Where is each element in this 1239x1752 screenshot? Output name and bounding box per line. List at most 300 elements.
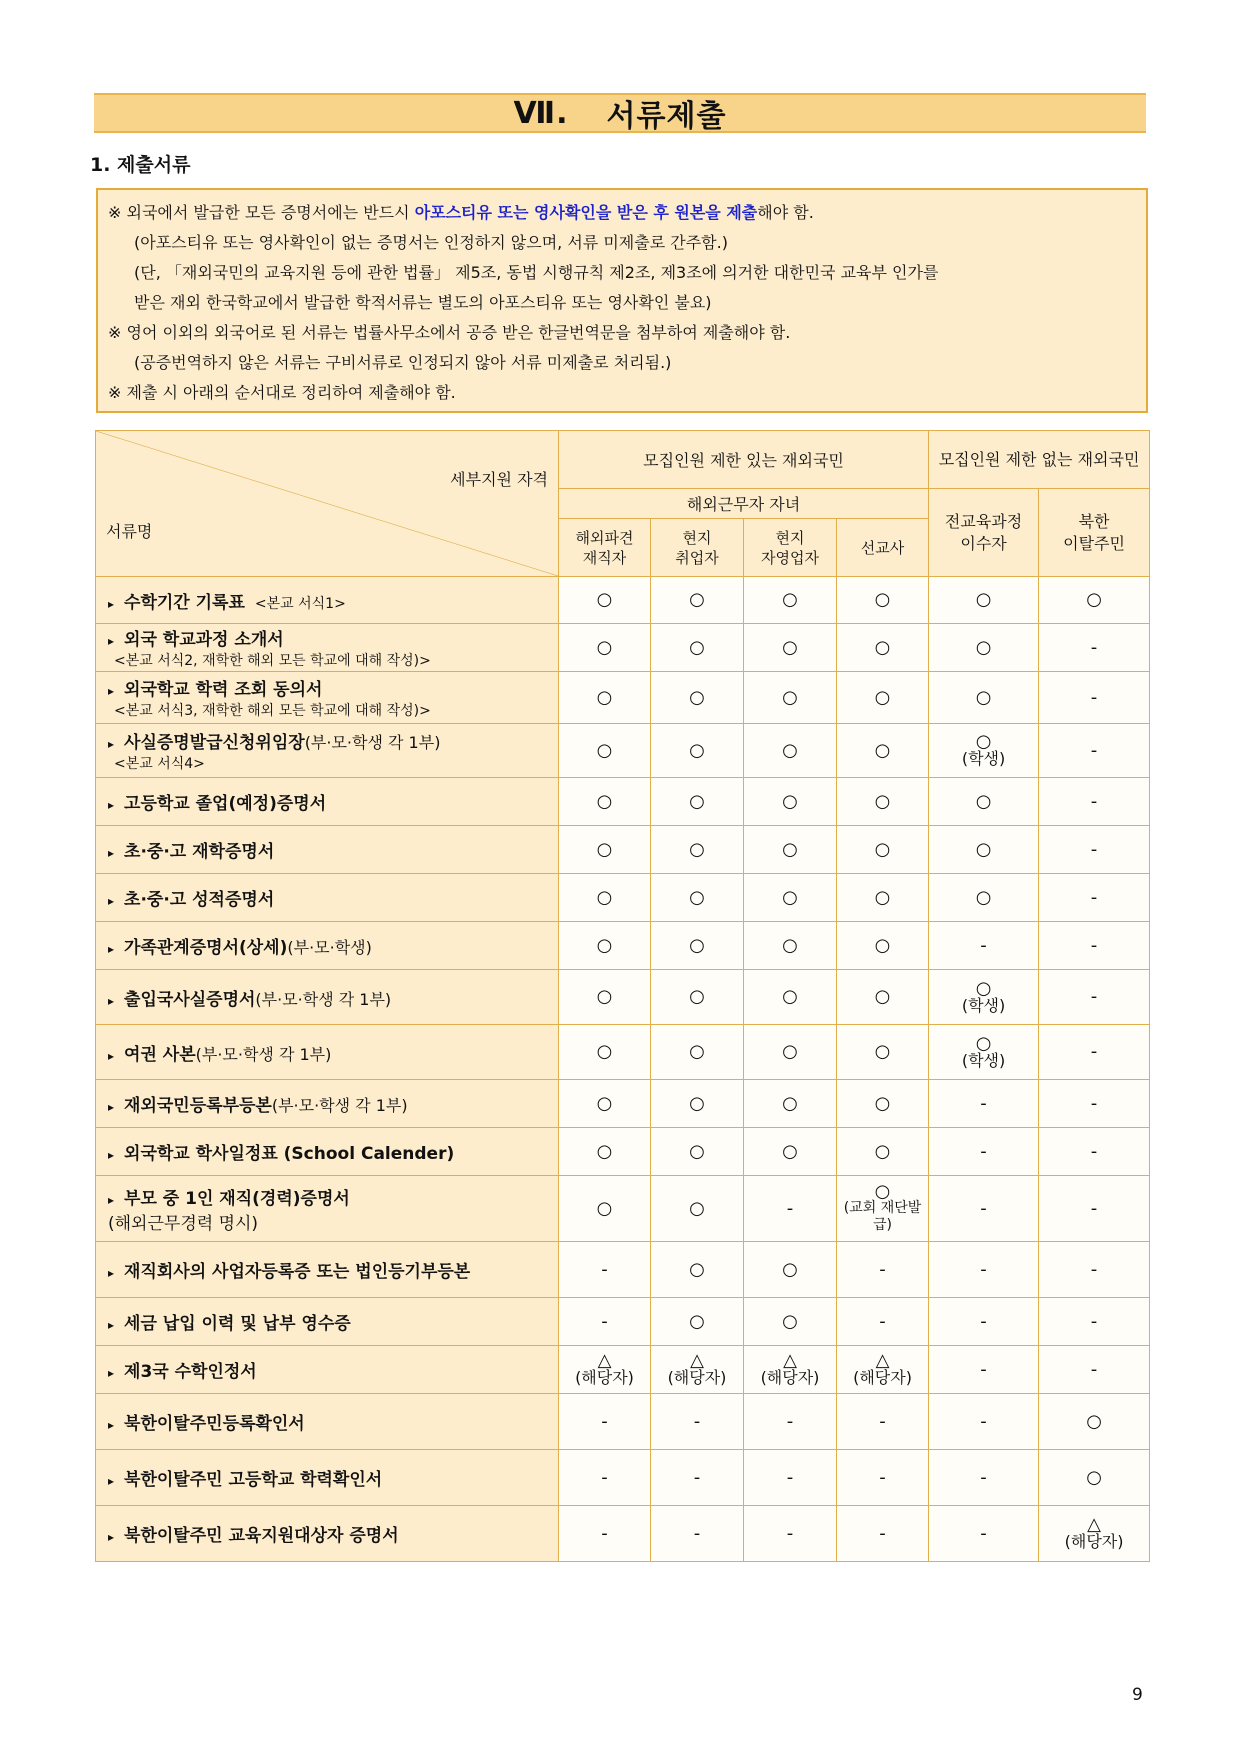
requirement-cell bbox=[837, 874, 929, 922]
requirement-mark: ○ bbox=[689, 1310, 705, 1332]
notice-line-5: ※ 영어 이외의 외국어로 된 서류는 법률사무소에서 공증 받은 한글번역문을 첨부하여 제출해야 함. bbox=[108, 323, 791, 342]
requirement-mark: - bbox=[1090, 1041, 1098, 1062]
notice-line-3: (단, 「재외국민의 교육지원 등에 관한 법률」 제5조, 동법 시행규칙 제2조, 제3조에 의거한 대한민국 교육부 인가를 bbox=[134, 263, 939, 282]
document-name: 수학기간 기록표 bbox=[124, 592, 245, 613]
requirement-mark: ○ bbox=[782, 790, 798, 812]
document-name: 세금 납입 이력 및 납부 영수증 bbox=[124, 1314, 351, 1334]
requirement-mark: ○ bbox=[782, 1258, 798, 1280]
requirement-cell bbox=[1039, 1298, 1150, 1346]
header-overseas-workers: 해외근무자 자녀 bbox=[559, 489, 929, 519]
requirement-mark: ○ bbox=[689, 790, 705, 812]
requirement-mark: ○ bbox=[689, 636, 705, 658]
document-name-line bbox=[108, 1091, 558, 1116]
requirement-cell bbox=[744, 624, 837, 672]
document-name-line bbox=[108, 1409, 558, 1434]
requirement-mark: ○ bbox=[874, 1092, 891, 1114]
document-name-line bbox=[108, 1465, 558, 1490]
requirement-mark: ○ bbox=[782, 838, 798, 860]
requirement-cell bbox=[651, 724, 744, 778]
col-label: 북한 bbox=[1078, 511, 1110, 531]
notice-text: 해야 함. bbox=[757, 203, 814, 222]
document-name-cell bbox=[96, 778, 559, 826]
requirement-cell bbox=[1039, 970, 1150, 1025]
page-number: 9 bbox=[1132, 1685, 1143, 1705]
requirement-mark: - bbox=[786, 1466, 794, 1488]
requirement-cell bbox=[744, 874, 837, 922]
table-row bbox=[96, 922, 1150, 970]
requirement-cell bbox=[837, 1176, 929, 1242]
requirement-cell bbox=[559, 1346, 651, 1394]
requirement-cell bbox=[929, 1128, 1039, 1176]
document-name-line bbox=[108, 1309, 558, 1334]
requirement-mark: ○ bbox=[975, 731, 992, 752]
document-name: 재직회사의 사업자등록증 또는 법인등기부등본 bbox=[124, 1262, 471, 1282]
document-name-cell bbox=[96, 874, 559, 922]
requirement-mark: ○ bbox=[689, 986, 705, 1007]
document-name-line bbox=[108, 588, 558, 613]
section-title: 서류제출 bbox=[606, 99, 727, 134]
notice-line-6: (공증번역하지 않은 서류는 구비서류로 인정되지 않아 서류 미제출로 처리됨.) bbox=[134, 353, 672, 372]
document-subline: <본교 서식3, 재학한 해외 모든 학교에 대해 작성)> bbox=[114, 703, 431, 719]
requirement-cell bbox=[744, 724, 837, 778]
bullet-icon: ▸ bbox=[108, 1192, 115, 1207]
requirement-cell bbox=[651, 1242, 744, 1298]
requirement-cell bbox=[837, 1450, 929, 1506]
requirement-cell bbox=[837, 970, 929, 1025]
col-label: 선교사 bbox=[860, 538, 905, 557]
table-row bbox=[96, 624, 1150, 672]
document-name-line bbox=[108, 1257, 558, 1282]
requirement-mark: △ bbox=[690, 1350, 704, 1371]
requirement-mark: ○ bbox=[975, 977, 992, 999]
requirement-mark: ○ bbox=[782, 636, 798, 658]
requirement-cell bbox=[744, 1346, 837, 1394]
notice-box bbox=[96, 188, 1148, 413]
requirement-mark: ○ bbox=[1086, 1410, 1102, 1432]
requirement-mark: - bbox=[1090, 934, 1098, 956]
requirement-cell bbox=[744, 970, 837, 1025]
section-title-bar bbox=[94, 93, 1146, 133]
document-name-cell bbox=[96, 1025, 559, 1080]
document-note: (부·모·학생) bbox=[287, 938, 372, 957]
requirement-mark: ○ bbox=[596, 1140, 613, 1162]
requirement-cell bbox=[837, 826, 929, 874]
requirement-mark: ○ bbox=[782, 1041, 798, 1062]
requirement-mark: ○ bbox=[782, 1092, 798, 1114]
requirement-cell bbox=[929, 922, 1039, 970]
document-name: 북한이탈주민 고등학교 학력확인서 bbox=[124, 1470, 383, 1490]
requirement-cell bbox=[929, 1242, 1039, 1298]
requirement-cell bbox=[1039, 1346, 1150, 1394]
requirement-mark: ○ bbox=[1086, 589, 1102, 610]
requirement-cell bbox=[744, 1176, 837, 1242]
requirement-mark: ○ bbox=[596, 636, 613, 658]
bullet-icon: ▸ bbox=[108, 1530, 115, 1544]
document-name-line bbox=[108, 985, 558, 1010]
document-name-line bbox=[108, 625, 558, 650]
document-name: 초·중·고 재학증명서 bbox=[124, 842, 275, 862]
document-name-line bbox=[108, 728, 558, 753]
requirement-cell bbox=[559, 1450, 651, 1506]
requirement-mark: ○ bbox=[596, 838, 613, 860]
requirement-cell bbox=[929, 1394, 1039, 1450]
requirement-mark: - bbox=[879, 1310, 886, 1332]
notice-text: ※ 외국에서 발급한 모든 증명서에는 반드시 bbox=[108, 203, 415, 222]
requirement-cell bbox=[744, 778, 837, 826]
requirement-cell bbox=[1039, 826, 1150, 874]
document-name: 북한이탈주민등록확인서 bbox=[124, 1414, 305, 1434]
table-row bbox=[96, 577, 1150, 624]
requirement-mark: ○ bbox=[782, 739, 798, 761]
col-label: 현지 bbox=[682, 528, 712, 547]
requirement-mark: - bbox=[601, 1310, 608, 1332]
document-name-line bbox=[108, 1139, 558, 1164]
table-body bbox=[96, 577, 1150, 1562]
requirement-cell bbox=[929, 778, 1039, 826]
requirement-mark: ○ bbox=[596, 1092, 613, 1114]
requirement-mark: - bbox=[1090, 636, 1098, 658]
requirement-cell bbox=[559, 1080, 651, 1128]
requirement-cell bbox=[744, 1128, 837, 1176]
requirement-cell bbox=[1039, 624, 1150, 672]
requirement-mark: - bbox=[879, 1466, 886, 1488]
requirement-note: (학생) bbox=[961, 749, 1006, 768]
requirement-mark: ○ bbox=[782, 686, 798, 708]
document-subline: <본교 서식2, 재학한 해외 모든 학교에 대해 작성)> bbox=[114, 653, 431, 669]
bullet-icon: ▸ bbox=[108, 1418, 115, 1432]
document-name-cell bbox=[96, 922, 559, 970]
bullet-icon: ▸ bbox=[108, 1100, 115, 1114]
requirement-cell bbox=[651, 826, 744, 874]
document-note: (부·모·학생 각 1부) bbox=[304, 733, 441, 752]
bullet-icon: ▸ bbox=[108, 737, 115, 751]
requirement-cell bbox=[929, 1346, 1039, 1394]
requirement-mark: - bbox=[786, 1410, 794, 1432]
requirement-cell bbox=[1039, 1506, 1150, 1562]
requirement-mark: ○ bbox=[874, 1180, 891, 1202]
requirement-cell bbox=[651, 1450, 744, 1506]
requirement-mark: ○ bbox=[975, 686, 992, 708]
requirement-mark: - bbox=[879, 1410, 886, 1432]
requirement-cell bbox=[1039, 1242, 1150, 1298]
document-name-line bbox=[108, 789, 558, 814]
document-name-cell bbox=[96, 672, 559, 724]
requirement-cell bbox=[837, 1298, 929, 1346]
requirement-cell bbox=[744, 577, 837, 624]
table-row bbox=[96, 672, 1150, 724]
requirement-cell bbox=[559, 1242, 651, 1298]
requirement-cell bbox=[1039, 778, 1150, 826]
requirement-mark: ○ bbox=[596, 686, 613, 708]
requirement-cell bbox=[929, 1080, 1039, 1128]
requirement-mark: ○ bbox=[975, 886, 992, 908]
bullet-icon: ▸ bbox=[108, 1366, 115, 1380]
requirement-mark: ○ bbox=[689, 589, 705, 610]
requirement-mark: ○ bbox=[596, 589, 613, 610]
bullet-icon: ▸ bbox=[108, 1048, 115, 1063]
document-name-cell bbox=[96, 1394, 559, 1450]
requirement-cell bbox=[837, 624, 929, 672]
col-label: 재직자 bbox=[582, 548, 627, 567]
requirement-mark: ○ bbox=[596, 1041, 613, 1062]
col-label: 이탈주민 bbox=[1063, 533, 1125, 553]
document-name: 외국학교 학사일정표 (School Calender) bbox=[124, 1144, 455, 1164]
document-subline: <본교 서식4> bbox=[114, 756, 205, 772]
requirement-cell bbox=[559, 778, 651, 826]
requirement-mark: ○ bbox=[596, 886, 613, 908]
col-label: 전교육과정 bbox=[944, 511, 1023, 531]
requirement-cell bbox=[929, 826, 1039, 874]
bullet-icon: ▸ bbox=[108, 1318, 115, 1332]
requirement-cell bbox=[1039, 577, 1150, 624]
requirement-note: (해당자) bbox=[760, 1368, 820, 1387]
requirement-cell bbox=[929, 624, 1039, 672]
table-row bbox=[96, 778, 1150, 826]
requirement-note: (교회 재단발급) bbox=[843, 1199, 922, 1233]
corner-label-document: 서류명 bbox=[106, 522, 153, 541]
bullet-icon: ▸ bbox=[108, 993, 115, 1008]
bullet-icon: ▸ bbox=[108, 798, 115, 812]
requirement-mark: - bbox=[1090, 739, 1098, 761]
requirement-mark: - bbox=[693, 1466, 701, 1488]
requirement-cell bbox=[559, 1128, 651, 1176]
requirement-cell bbox=[744, 672, 837, 724]
document-name: 재외국민등록부등본 bbox=[124, 1096, 272, 1116]
document-name-line bbox=[108, 885, 558, 910]
notice-line-7: ※ 제출 시 아래의 순서대로 정리하여 제출해야 함. bbox=[108, 383, 456, 402]
document-name: 북한이탈주민 교육지원대상자 증명서 bbox=[124, 1526, 399, 1546]
requirement-mark: △ bbox=[1087, 1514, 1101, 1535]
requirement-mark: - bbox=[786, 1522, 794, 1544]
requirement-note: (해당자) bbox=[853, 1368, 912, 1387]
requirement-mark: - bbox=[980, 1092, 987, 1114]
header-col-dispatched bbox=[559, 519, 651, 577]
table-row bbox=[96, 1080, 1150, 1128]
document-name-cell bbox=[96, 1080, 559, 1128]
requirement-cell bbox=[929, 970, 1039, 1025]
requirement-mark: ○ bbox=[874, 838, 891, 860]
requirement-mark: ○ bbox=[782, 886, 798, 908]
requirement-mark: ○ bbox=[975, 589, 992, 610]
document-name-line bbox=[108, 1184, 558, 1209]
requirement-mark: ○ bbox=[782, 986, 798, 1007]
requirement-cell bbox=[744, 1242, 837, 1298]
requirement-mark: - bbox=[601, 1410, 608, 1432]
header-col-self-employed bbox=[744, 519, 837, 577]
col-label: 해외파견 bbox=[575, 528, 634, 547]
document-name-cell bbox=[96, 577, 559, 624]
table-row bbox=[96, 874, 1150, 922]
requirement-mark: - bbox=[980, 1140, 987, 1162]
requirement-cell bbox=[837, 672, 929, 724]
bullet-icon: ▸ bbox=[108, 894, 115, 908]
requirement-mark: - bbox=[601, 1466, 608, 1488]
document-name-cell bbox=[96, 1346, 559, 1394]
requirement-cell bbox=[837, 1242, 929, 1298]
requirement-cell bbox=[1039, 922, 1150, 970]
header-col-missionary bbox=[837, 519, 929, 577]
col-label: 이수자 bbox=[960, 533, 1007, 553]
requirement-cell bbox=[651, 1025, 744, 1080]
requirement-cell bbox=[837, 724, 929, 778]
document-name-line bbox=[108, 675, 558, 700]
requirement-mark: - bbox=[1090, 1140, 1098, 1162]
requirement-cell bbox=[559, 874, 651, 922]
document-name-cell bbox=[96, 1128, 559, 1176]
requirement-mark: ○ bbox=[782, 934, 798, 956]
requirement-mark: ○ bbox=[689, 1140, 705, 1162]
requirement-cell bbox=[1039, 672, 1150, 724]
document-name-line bbox=[108, 1521, 558, 1546]
requirement-cell bbox=[929, 1506, 1039, 1562]
requirement-cell bbox=[1039, 1176, 1150, 1242]
requirement-mark: ○ bbox=[596, 739, 613, 761]
notice-highlight: 아포스티유 또는 영사확인을 받은 후 원본을 제출 bbox=[414, 203, 758, 222]
requirement-mark: △ bbox=[875, 1350, 890, 1371]
document-name-line bbox=[108, 1040, 558, 1065]
col-label: 취업자 bbox=[675, 548, 719, 567]
document-name-line bbox=[108, 933, 558, 958]
requirement-mark: ○ bbox=[874, 790, 891, 812]
requirement-mark: ○ bbox=[1086, 1466, 1102, 1488]
notice-line-4: 받은 재외 한국학교에서 발급한 학적서류는 별도의 아포스티유 또는 영사확인 불요) bbox=[134, 293, 712, 312]
bullet-icon: ▸ bbox=[108, 684, 115, 698]
requirement-mark: ○ bbox=[874, 739, 891, 761]
requirement-cell bbox=[651, 778, 744, 826]
requirement-cell bbox=[651, 1506, 744, 1562]
requirement-mark: - bbox=[1090, 886, 1098, 908]
requirement-cell bbox=[651, 922, 744, 970]
requirement-mark: ○ bbox=[596, 790, 613, 812]
requirement-mark: ○ bbox=[874, 589, 891, 610]
requirement-mark: ○ bbox=[874, 934, 891, 956]
requirement-cell bbox=[559, 970, 651, 1025]
requirement-cell bbox=[1039, 1025, 1150, 1080]
requirement-cell bbox=[744, 1394, 837, 1450]
requirement-mark: ○ bbox=[689, 934, 705, 956]
notice-line-2: (아포스티유 또는 영사확인이 없는 증명서는 인정하지 않으며, 서류 미제출로 간주함.) bbox=[134, 233, 728, 252]
table-row bbox=[96, 1176, 1150, 1242]
document-subline: (해외근무경력 명시) bbox=[108, 1213, 259, 1234]
requirement-mark: - bbox=[980, 1197, 987, 1219]
table-row bbox=[96, 1242, 1150, 1298]
requirement-mark: ○ bbox=[689, 686, 705, 708]
header-limited-group: 모집인원 제한 있는 재외국민 bbox=[559, 431, 929, 489]
requirement-cell bbox=[929, 1298, 1039, 1346]
notice-line-1 bbox=[108, 198, 1134, 228]
requirement-mark: - bbox=[1090, 790, 1098, 812]
requirement-mark: ○ bbox=[596, 986, 613, 1007]
requirement-cell bbox=[559, 922, 651, 970]
bullet-icon: ▸ bbox=[108, 596, 115, 611]
table-row bbox=[96, 1298, 1150, 1346]
requirement-cell bbox=[651, 874, 744, 922]
header-col-defector bbox=[1039, 489, 1150, 577]
requirement-cell bbox=[837, 577, 929, 624]
requirement-cell bbox=[651, 577, 744, 624]
document-name: 출입국사실증명서 bbox=[124, 989, 256, 1010]
requirement-cell bbox=[559, 826, 651, 874]
col-label: 자영업자 bbox=[761, 548, 819, 567]
bullet-icon: ▸ bbox=[108, 1148, 115, 1162]
document-name: 제3국 수학인정서 bbox=[124, 1362, 257, 1382]
table-row bbox=[96, 826, 1150, 874]
requirement-mark: - bbox=[980, 1258, 987, 1280]
document-name: 여권 사본 bbox=[124, 1044, 196, 1065]
requirement-mark: - bbox=[980, 1358, 987, 1380]
table-row bbox=[96, 724, 1150, 778]
requirement-mark: - bbox=[980, 1310, 987, 1332]
requirement-mark: - bbox=[1090, 1358, 1098, 1380]
bullet-icon: ▸ bbox=[108, 634, 115, 648]
document-note: (부·모·학생 각 1부) bbox=[255, 989, 392, 1009]
requirement-mark: ○ bbox=[689, 739, 705, 761]
requirement-mark: - bbox=[1090, 686, 1098, 708]
requirement-cell bbox=[837, 778, 929, 826]
bullet-icon: ▸ bbox=[108, 1474, 115, 1488]
requirement-mark: - bbox=[980, 1522, 987, 1544]
requirement-cell bbox=[929, 1025, 1039, 1080]
section-heading: 1. 제출서류 bbox=[90, 154, 191, 176]
requirement-cell bbox=[929, 724, 1039, 778]
requirement-cell bbox=[559, 577, 651, 624]
document-name-cell bbox=[96, 1506, 559, 1562]
requirement-mark: ○ bbox=[975, 838, 992, 860]
requirement-cell bbox=[837, 922, 929, 970]
requirement-mark: - bbox=[1090, 986, 1098, 1007]
requirement-cell bbox=[651, 1298, 744, 1346]
requirement-mark: ○ bbox=[874, 1140, 891, 1162]
requirement-cell bbox=[1039, 724, 1150, 778]
requirement-cell bbox=[651, 1394, 744, 1450]
requirement-cell bbox=[559, 724, 651, 778]
requirement-mark: - bbox=[1090, 1197, 1098, 1219]
requirement-mark: ○ bbox=[874, 1041, 891, 1062]
requirement-cell bbox=[929, 874, 1039, 922]
header-unlimited-group: 모집인원 제한 없는 재외국민 bbox=[929, 431, 1150, 489]
requirement-note: (학생) bbox=[961, 1050, 1006, 1070]
document-name-cell bbox=[96, 724, 559, 778]
requirement-mark: - bbox=[1090, 838, 1098, 860]
document-name-cell bbox=[96, 970, 559, 1025]
requirement-mark: ○ bbox=[874, 686, 891, 708]
requirement-note: (해당자) bbox=[575, 1368, 634, 1387]
requirement-cell bbox=[1039, 1080, 1150, 1128]
document-name: 외국 학교과정 소개서 bbox=[124, 630, 284, 650]
requirement-mark: ○ bbox=[596, 1197, 613, 1219]
document-name-cell bbox=[96, 826, 559, 874]
diagonal-line bbox=[96, 431, 558, 576]
requirement-mark: - bbox=[879, 1522, 886, 1544]
requirement-cell bbox=[1039, 874, 1150, 922]
requirement-cell bbox=[837, 1128, 929, 1176]
requirement-mark: - bbox=[693, 1410, 701, 1432]
bullet-icon: ▸ bbox=[108, 1266, 115, 1280]
requirement-mark: ○ bbox=[689, 1041, 705, 1062]
requirement-mark: ○ bbox=[689, 838, 705, 860]
requirement-cell bbox=[837, 1025, 929, 1080]
requirement-cell bbox=[1039, 1128, 1150, 1176]
requirement-mark: ○ bbox=[689, 886, 705, 908]
documents-table bbox=[95, 430, 1150, 1562]
requirement-cell bbox=[651, 1080, 744, 1128]
requirement-note: (학생) bbox=[961, 995, 1006, 1015]
table-row bbox=[96, 1394, 1150, 1450]
requirement-mark: - bbox=[601, 1258, 608, 1280]
requirement-cell bbox=[837, 1346, 929, 1394]
requirement-cell bbox=[744, 1080, 837, 1128]
document-form-ref: <본교 서식1> bbox=[254, 595, 346, 612]
